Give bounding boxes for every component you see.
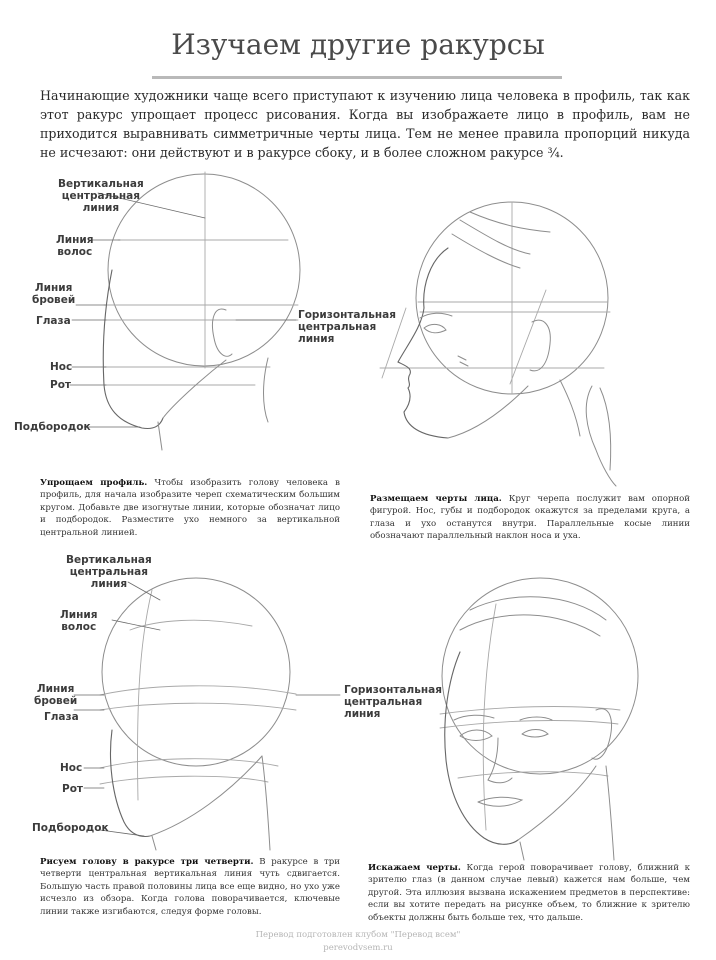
leader-hair-3	[112, 620, 160, 630]
label-mouth-3: Рот	[62, 783, 83, 795]
label-nose-3: Нос	[60, 762, 83, 774]
jaw-line-4	[518, 766, 596, 840]
three-quarter-face-sketch	[400, 570, 716, 860]
profile-features-sketch	[360, 190, 716, 490]
jaw-line	[163, 360, 226, 418]
eye-2	[424, 324, 446, 332]
caption-three-quarter	[40, 856, 340, 918]
label-chin-1: Подбородок	[14, 421, 91, 433]
caption-distort-title: Искажаем черты.	[368, 863, 461, 873]
label-horizontal-center-3: Горизонтальная центральная линия	[344, 684, 442, 720]
face-curve	[103, 270, 163, 429]
caption-features	[370, 493, 690, 543]
face-outline-3	[111, 730, 151, 836]
ear-shape	[213, 309, 233, 356]
caption-profile-text: Чтобы изобразить голову человека в профиль, для начала изобразите череп схематическим большим кругом. Добавьте две изогнутые линии, которые обозначат лицо и подбородок. Разместите ухо немного за вертикальной центральной линией.	[40, 478, 340, 538]
caption-features-text: Круг черепа послужит вам опорной фигурой. Нос, губы и подбородок окажутся за пределами круга, а глаза и ухо останутся внутри. Параллельные косые линии обозначают параллельный наклон носа и уха.	[370, 494, 691, 542]
right-eye-4	[522, 730, 548, 738]
label-brow-line-3: Линия бровей	[34, 683, 78, 707]
label-vertical-center-3: Вертикальная центральная линия	[66, 554, 152, 590]
brow-guide-4	[440, 707, 620, 714]
label-nose-1: Нос	[50, 361, 73, 373]
mouth-guide-curve-3	[100, 776, 268, 784]
footer-credit: Перевод подготовлен клубом "Перевод всем"	[255, 930, 461, 940]
ponytail	[586, 386, 616, 486]
caption-three-quarter-text: В ракурсе в три четверти центральная вертикальная линия чуть сдвигается. Большую часть правой половины лица все еще видно, но ухо уже исчезло из обзора. Когда голова поворачивается, ключевые линии также изгибаются, следуя форме головы.	[40, 857, 340, 917]
nose-guide-4	[458, 772, 608, 778]
brow-2	[420, 313, 452, 318]
neck-4	[520, 766, 614, 860]
profile-face-outline	[398, 248, 448, 438]
label-chin-3: Подбородок	[32, 822, 109, 834]
neck-back-line	[264, 358, 269, 422]
nose-guide-curve-3	[100, 759, 278, 768]
left-brow-4	[454, 715, 494, 720]
slant-line-nose	[382, 308, 406, 378]
page-title: Изучаем другие ракурсы	[171, 28, 545, 61]
eye-guide-curve-3	[100, 703, 296, 710]
nose-4	[488, 738, 512, 783]
title-underline	[152, 76, 562, 79]
caption-profile	[40, 477, 340, 539]
label-brow-line-1: Линия бровей	[32, 282, 76, 306]
label-hair-line-3: Линия волос	[60, 609, 98, 633]
label-mouth-1: Рот	[50, 379, 71, 391]
brow-guide-curve-3	[100, 686, 296, 695]
slant-line-ear	[510, 290, 546, 384]
right-brow-4	[520, 717, 552, 720]
neck-front-line	[158, 422, 162, 450]
caption-profile-title: Упрощаем профиль.	[40, 478, 148, 488]
skull-circle-3	[102, 578, 290, 766]
caption-distort	[368, 862, 690, 924]
intro-paragraph: Начинающие художники чаще всего приступают к изучению лица человека в профиль, так как этот ракурс упрощает процесс рисования. Когда вы изображаете лицо в профиль, вам не приходится выравнивать симметричные черты лица. Тем не менее правила пропорций никуда не исчезают: они действуют и в ракурсе сбоку, и в более сложном ракурсе ¾.	[40, 88, 690, 160]
footer-site: perevodvsem.ru	[323, 943, 393, 953]
cheek-shading	[458, 356, 468, 366]
hair-guide-curve-3	[130, 620, 252, 630]
caption-distort-text: Когда герой поворачивает голову, ближний к зрителю глаз (в данном случае левый) кажется нам больше, чем другой. Эта иллюзия вызвана искажением предметов в перспективе: если вы хотите передать на рисунке объем, то ближние к зрителю объекты должны быть больше тех, что дальше.	[368, 863, 690, 923]
jaw-line-3	[150, 756, 262, 836]
label-vertical-center-1: Вертикальная центральная линия	[58, 178, 144, 214]
label-horizontal-center-1: Горизонтальная центральная линия	[298, 309, 396, 345]
ear-2	[530, 320, 550, 371]
label-eyes-1: Глаза	[36, 315, 71, 327]
caption-features-title: Размещаем черты лица.	[370, 494, 502, 504]
eye-guide-4	[440, 721, 618, 728]
hair-strands	[452, 212, 550, 268]
label-hair-line-1: Линия волос	[56, 234, 94, 258]
hair-strands-4	[460, 597, 606, 636]
label-eyes-3: Глаза	[44, 711, 79, 723]
neck-back-2	[560, 380, 580, 436]
face-outline-4	[445, 652, 518, 844]
vertical-center-curve-3	[138, 590, 152, 800]
caption-three-quarter-title: Рисуем голову в ракурсе три четверти.	[40, 857, 254, 867]
